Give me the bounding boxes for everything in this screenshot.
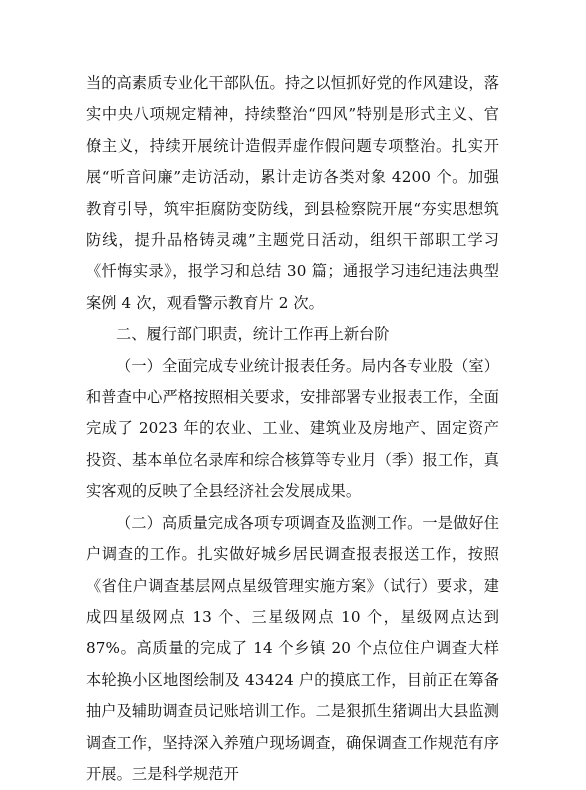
paragraph-special-surveys: （二）高质量完成各项专项调查及监测工作。一是做好住户调查的工作。扎实做好城乡居民调查报表报送工作，按照《省住户调查基层网点星级管理实施方案》（试行）要求，建成四星级网点 13 个、三星级网点 10 个，星级网点达到 87%。高质量的完成了 14 个乡镇 20 个点位住户调查大样本轮换小区地图绘制及 43424 户的摸底工作，目前正在筹备抽户及辅助调查员记账培训工作。二是狠抓生猪调出大县监测调查工作，坚持深入养殖户现场调查，确保调查工作规范有序开展。三是科学规范开 bbox=[86, 513, 499, 783]
paragraph-statistical-reports: （一）全面完成专业统计报表任务。局内各专业股（室）和普查中心严格按照相关要求，安排部署专业报表工作，全面完成了 2023 年的农业、工业、建筑业及房地产、固定资产投资、基本单位名录库和综合核算等专业月（季）报工作，真实客观的反映了全县经济社会发展成果。 bbox=[86, 356, 499, 501]
paragraph-party-conduct: 当的高素质专业化干部队伍。持之以恒抓好党的作风建设，落实中央八项规定精神，持续整治“四风”特别是形式主义、官僚主义，持续开展统计造假弄虚作假问题专项整治。扎实开展“听音问廉”走访活动，累计走访各类对象 4200 个。加强教育引导，筑牢拒腐防变防线，到县检察院开展“夯实思想筑防线，提升品格铸灵魂”主题党日活动，组织干部职工学习《忏悔实录》，报学习和总结 30 篇；通报学习违纪违法典型案例 4 次，观看警示教育片 2 次。 bbox=[86, 74, 499, 312]
document-body bbox=[86, 68, 499, 790]
section-heading-duties: 二、履行部门职责，统计工作再上新台阶 bbox=[116, 325, 390, 344]
